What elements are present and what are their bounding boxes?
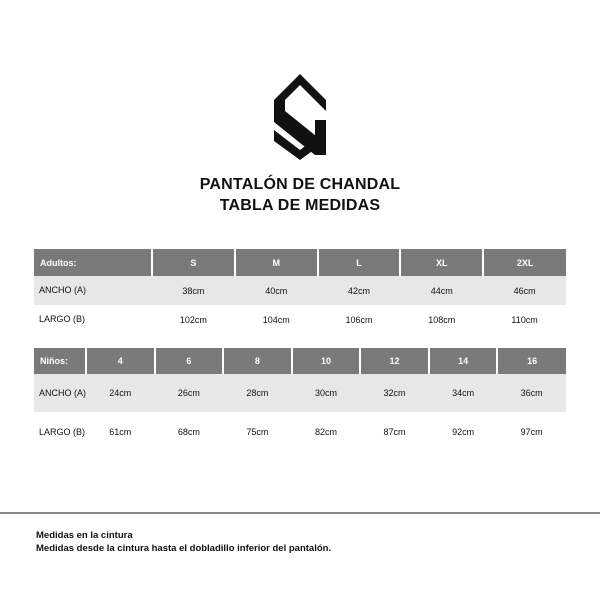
table-cell: 34cm (429, 374, 498, 412)
header-cell-size: 6 (155, 348, 224, 374)
row-label: ANCHO (A) (34, 374, 86, 412)
header-cell-size: 8 (223, 348, 292, 374)
header-cell-size: S (152, 249, 235, 276)
chevron-s-logo-icon (274, 74, 326, 160)
header-cell-size: 10 (292, 348, 361, 374)
header-cell-size: 16 (497, 348, 566, 374)
table-cell: 75cm (246, 427, 269, 437)
adult-size-table (34, 249, 566, 334)
header-cell-size: XL (400, 249, 483, 276)
table-cell: 97cm (520, 427, 543, 437)
page-subtitle: TABLA DE MEDIDAS (219, 197, 381, 214)
table-cell: 102cm (179, 314, 207, 325)
table-cell: 26cm (155, 374, 224, 412)
table-cell: 42cm (318, 276, 401, 305)
table-cell: 87cm (383, 427, 406, 437)
note-waist: Medidas en la cintura (36, 530, 133, 541)
table-cell: 30cm (292, 374, 361, 412)
table-cell: 104cm (262, 314, 290, 325)
row-label: LARGO (B) (39, 314, 86, 324)
table-cell: 36cm (497, 374, 566, 412)
header-cell-size: 14 (429, 348, 498, 374)
table-cell: 82cm (314, 427, 337, 437)
table-header-row (34, 249, 566, 276)
header-cell-size: M (235, 249, 318, 276)
table-row (34, 374, 566, 412)
row-label: ANCHO (A) (34, 276, 152, 305)
table-cell: 28cm (223, 374, 292, 412)
table-cell: 108cm (428, 314, 456, 325)
header-cell-size: 4 (86, 348, 155, 374)
kids-size-table (34, 348, 566, 452)
table-row (34, 305, 566, 334)
note-length: Medidas desde la cintura hasta el dobladillo inferior del pantalón. (36, 543, 332, 554)
header-cell-size: L (318, 249, 401, 276)
table-cell: 44cm (400, 276, 483, 305)
table-cell: 110cm (511, 314, 538, 325)
table-cell: 32cm (360, 374, 429, 412)
table-cell: 40cm (235, 276, 318, 305)
table-cell: 92cm (452, 427, 475, 437)
row-label: LARGO (B) (39, 426, 86, 437)
header-cell-size: 2XL (483, 249, 566, 276)
header-cell-label: Adultos: (34, 249, 152, 276)
table-cell: 68cm (177, 427, 200, 437)
section-divider (0, 512, 600, 514)
table-cell: 38cm (152, 276, 235, 305)
table-row (34, 412, 566, 452)
header-cell-size: 12 (360, 348, 429, 374)
table-cell: 46cm (483, 276, 566, 305)
table-row (34, 276, 566, 305)
table-cell: 61cm (109, 427, 132, 437)
page-title: PANTALÓN DE CHANDAL (199, 176, 401, 193)
table-cell: 106cm (345, 314, 373, 325)
table-cell: 24cm (86, 374, 155, 412)
header-cell-label: Niños: (34, 348, 86, 374)
table-header-row (34, 348, 566, 374)
